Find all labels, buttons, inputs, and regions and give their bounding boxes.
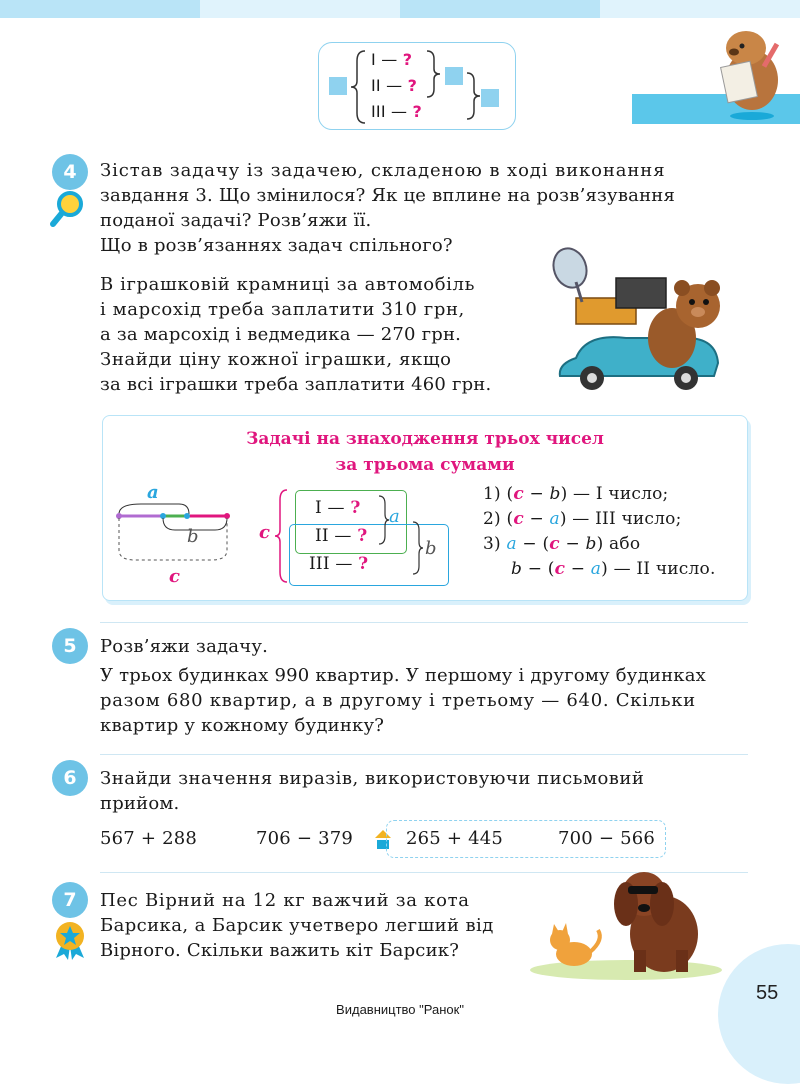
- separator: [100, 622, 748, 623]
- scheme-row-1: I — ?: [371, 50, 413, 69]
- task-5-badge: 5: [52, 628, 88, 664]
- top-color-bar: [0, 0, 800, 18]
- segment-label-c: c: [169, 566, 180, 587]
- rule-scheme-row-2: II — ?: [315, 526, 368, 546]
- scheme-row-2: II — ?: [371, 76, 418, 95]
- task-6-text: Знайди значення виразів, використовуючи письмовий прийом.: [100, 768, 645, 814]
- task-6-badge: 6: [52, 760, 88, 796]
- task-4-problem: В іграшковій крамниці за автомобіль і марсохід треба заплатити 310 грн, а за марсохід і ведмедика — 270 грн. Знайди ціну кожної іграшки, якщо за всі іграшки треба заплатити 460 грн.: [100, 274, 492, 395]
- expression-3: 265 + 445: [406, 828, 504, 849]
- expression-2: 706 − 379: [256, 828, 354, 849]
- step-2: 2) (c − a) — III число;: [483, 509, 682, 529]
- brace-right-1: [425, 49, 443, 99]
- toys-illustration: [546, 238, 722, 394]
- segment-label-a: a: [147, 482, 159, 503]
- magnifier-icon: [50, 190, 84, 232]
- publisher-footer: Видавництво "Ранок": [336, 1002, 464, 1017]
- task-4-badge: 4: [52, 154, 88, 190]
- expression-1: 567 + 288: [100, 828, 198, 849]
- task-7-badge: 7: [52, 882, 88, 918]
- dog-cat-illustration: [526, 864, 726, 984]
- scheme-square-right: [481, 89, 499, 107]
- capybara-illustration: [632, 20, 800, 124]
- segment-diagram: [115, 482, 235, 592]
- scheme-row-3: III — ?: [371, 102, 423, 121]
- step-3: 3) a − (c − b) або: [483, 534, 641, 554]
- scheme-label-b: b: [425, 538, 437, 559]
- scheme-label-c: c: [259, 522, 270, 543]
- step-1: 1) (c − b) — I число;: [483, 484, 669, 504]
- top-scheme: [318, 42, 516, 130]
- brace-left: [349, 49, 369, 125]
- rule-title: Задачі на знаходження трьох чисел за трьома сумами: [246, 429, 604, 475]
- task-5-text: Розв’яжи задачу. У трьох будинках 990 квартир. У першому і другому будинках разом 680 квартир, а в другому і третьому — 640. Скільки квартир у кожному будинку?: [100, 636, 706, 736]
- segment-label-b: b: [187, 526, 199, 547]
- star-medal-icon: [52, 920, 88, 964]
- scheme-square-left: [329, 77, 347, 95]
- rule-scheme-row-3: III — ?: [309, 554, 369, 574]
- step-3-alt: b − (c − a) — II число.: [511, 559, 716, 579]
- expression-4: 700 − 566: [558, 828, 656, 849]
- separator: [100, 754, 748, 755]
- task-4-text: Зістав задачу із задачею, складеною в ході виконання завдання 3. Що змінилося? Як це вплине на розв’язування поданої задачі? Розв’яжи її. Що в розв’язаннях задач спільного?: [100, 160, 676, 256]
- scheme-label-a: a: [389, 506, 400, 527]
- rule-scheme-row-1: I — ?: [315, 498, 361, 518]
- rule-box: [102, 415, 748, 601]
- rule-steps: [483, 482, 745, 582]
- task-7-text: Пес Вірний на 12 кг важчий за кота Барсика, а Барсик учетверо легший від Вірного. Скільки важить кіт Барсик?: [100, 890, 494, 961]
- page-number: 55: [756, 982, 779, 1004]
- bracket-scheme: [259, 486, 449, 590]
- scheme-square-mid: [445, 67, 463, 85]
